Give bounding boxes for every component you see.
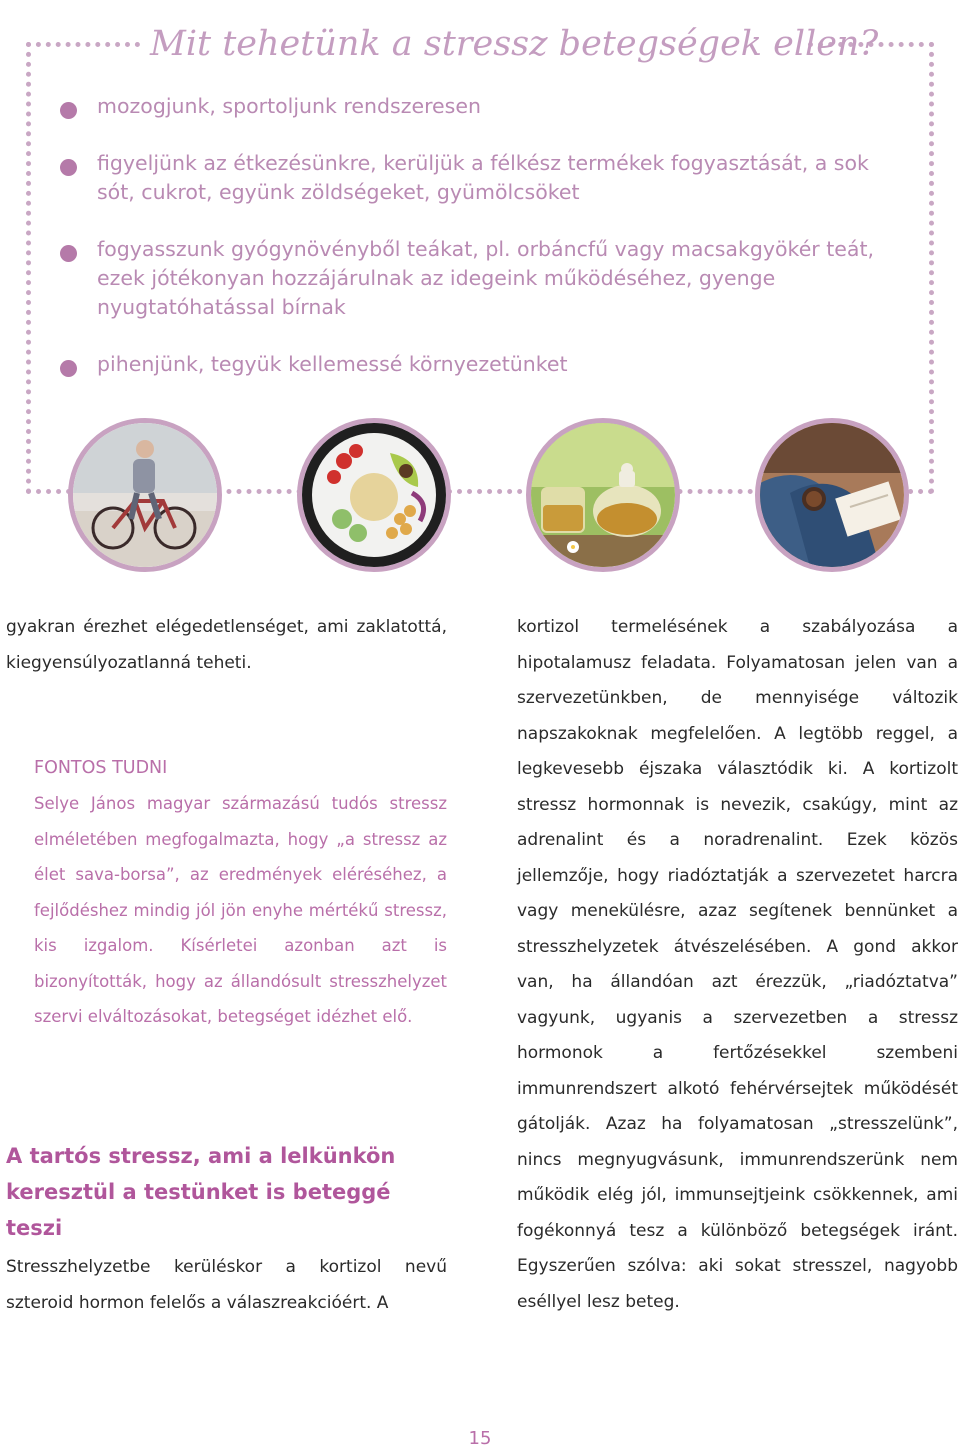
subheading: A tartós stressz, ami a lelkünkön keresztül a testünket is beteggé teszi [6,1144,396,1240]
cyclist-photo [68,418,222,572]
body-paragraph-right: kortizol termelésének a szabályozása a hipotalamusz feladata. Folyamatosan jelen van a szervezetünkben, de mennyisége változik napszakoknak megfelelően. A legtöbb reggel, a legkevesebb éjszaka választódik ki. A kortizolt stressz hormonnak is nevezik, csakúgy, mint az adrenalint és a noradrenalint. Ezek közös jellemzője, hogy riadóztatják a szervezetet harcra vagy menekülésre, azaz segítenek bennünket a stresszhelyzetek átvészelésében. A gond akkor van, ha állandóan azt érezzük, „riadóztatva” vagyunk, ugyanis a szervezetben a stressz hormonok a fertőzésekkel szembeni immunrendszert alkotó fehérvérsejtek működését gátolják. Azaz ha folyamatosan „stresszelünk”, nincs megnyugvásunk, immunrendszerünk nem működik elég jól, immunsejtjeink csökkennek, ami fogékonnyá tesz a különböző betegségek iránt. Egyszerűen szólva: aki sokat stresszel, nagyobb eséllyel lesz beteg. [517,617,958,1312]
info-box-title: FONTOS TUDNI [34,758,168,778]
page-number: 15 [468,1428,492,1449]
tips-list [60,92,900,407]
info-box [34,750,447,1035]
salad-bowl-photo [297,418,451,572]
section-title: Mit tehetünk a stressz betegségek ellen? [150,24,879,64]
tip-text: pihenjünk, tegyük kellemessé környezetünket [97,352,568,376]
tip-item [60,350,900,379]
tip-item [60,92,900,121]
tip-item [60,149,900,207]
tip-text: mozogjunk, sportoljunk rendszeresen [97,94,481,118]
tip-text: figyeljünk az étkezésünkre, kerüljük a félkész termékek fogyasztását, a sok sót, cukrot, együnk zöldségeket, gyümölcsöket [97,151,869,204]
herbal-tea-photo [526,418,680,572]
bullet-dot-icon [60,102,77,119]
info-box-text: Selye János magyar származású tudós stressz elméletében megfogalmazta, hogy „a stressz az élet sava-borsa”, az eredmények eléréséhez, a fejlődéshez mindig jól jön enyhe mértékű stressz, kis izgalom. Kísérletei azonban azt is bizonyították, hogy az állandósult stresszhelyzet szervi elváltozásokat, betegséget idézhet elő. [34,794,447,1026]
tip-item [60,235,900,322]
tip-text: fogyasszunk gyógynövényből teákat, pl. orbáncfű vagy macsakgyökér teát, ezek jótékonyan hozzájárulnak az idegeink működéséhez, gyenge nyugtatóhatással bírnak [97,237,875,319]
bullet-dot-icon [60,360,77,377]
bullet-dot-icon [60,159,77,176]
intro-paragraph: gyakran érezhet elégedetlenséget, ami zaklatottá, kiegyensúlyozatlanná teheti. [6,617,447,673]
body-paragraph-left: Stresszhelyzetbe kerüléskor a kortizol nevű szteroid hormon felelős a válaszreakcióért. A [6,1257,447,1313]
reading-relax-photo [755,418,909,572]
bullet-dot-icon [60,245,77,262]
frame-top-dots-left [26,42,140,47]
